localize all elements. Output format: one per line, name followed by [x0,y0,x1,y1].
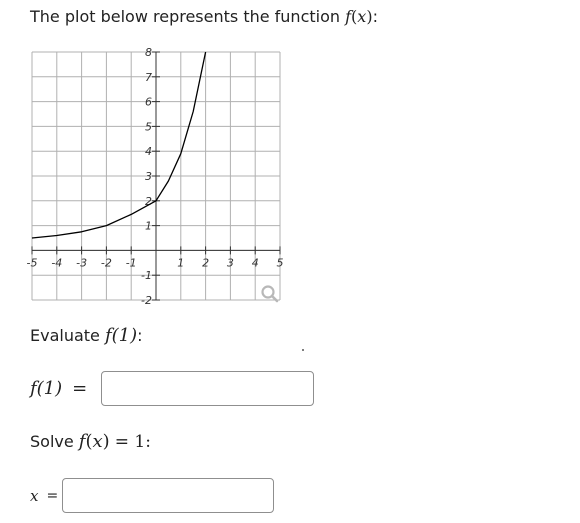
intro-text [30,7,378,26]
y-tick-label: -1 [141,269,152,283]
x-tick-label: 3 [226,256,234,270]
y-tick-label: 5 [145,120,152,134]
answer2-var: x [30,486,39,505]
stray-dot [302,349,304,351]
answer1-equals: = [72,378,88,399]
intro-func-arg: x [357,7,367,26]
x-tick-label: -1 [125,256,137,270]
x-tick-label: 4 [251,256,259,270]
x-tick-label: 1 [177,256,185,270]
answer-row-1 [30,371,314,406]
y-tick-label: 8 [145,46,152,59]
question1-prompt [30,325,143,346]
x-tick-label: 5 [276,256,284,270]
y-tick-label: -2 [141,294,152,307]
x-tick-label: -3 [76,256,88,270]
question2-arg: x [92,431,103,452]
question2-lhs: f(x) [78,431,110,452]
curve-path [32,52,206,238]
function-graph[interactable] [26,46,290,310]
y-tick-label: 3 [145,170,152,183]
x-tick-label: 2 [202,256,210,270]
answer2-equals: = [46,487,59,504]
intro-func-name: f [345,7,352,26]
question1-suffix: : [137,326,143,345]
y-tick-label: 1 [145,219,152,233]
intro-prefix: The plot below represents the function [30,7,346,26]
function-curve [32,52,206,238]
question2-prefix: Solve [30,432,79,451]
y-tick-label: 7 [145,70,152,84]
intro-suffix: : [372,7,378,26]
x-tick-label: -5 [26,256,38,270]
x-tick-label: -2 [100,256,112,270]
f1-answer-input[interactable] [101,371,314,406]
question2-rhs: = 1: [114,432,151,452]
intro-function: f(x) [345,7,373,26]
y-tick-label: 6 [145,95,152,109]
x-answer-input[interactable] [62,478,274,513]
y-tick-label: 2 [145,194,152,208]
answer-row-2 [30,478,274,513]
question1-expr: f(1) [104,325,138,346]
question2-func: f [78,431,86,452]
answer1-lhs: f(1) [30,378,63,399]
magnifier-icon[interactable] [263,287,278,302]
question1-prefix: Evaluate [30,326,105,345]
question2-prompt [30,431,151,452]
x-tick-label: -4 [51,256,63,270]
y-tick-label: 4 [145,145,152,159]
